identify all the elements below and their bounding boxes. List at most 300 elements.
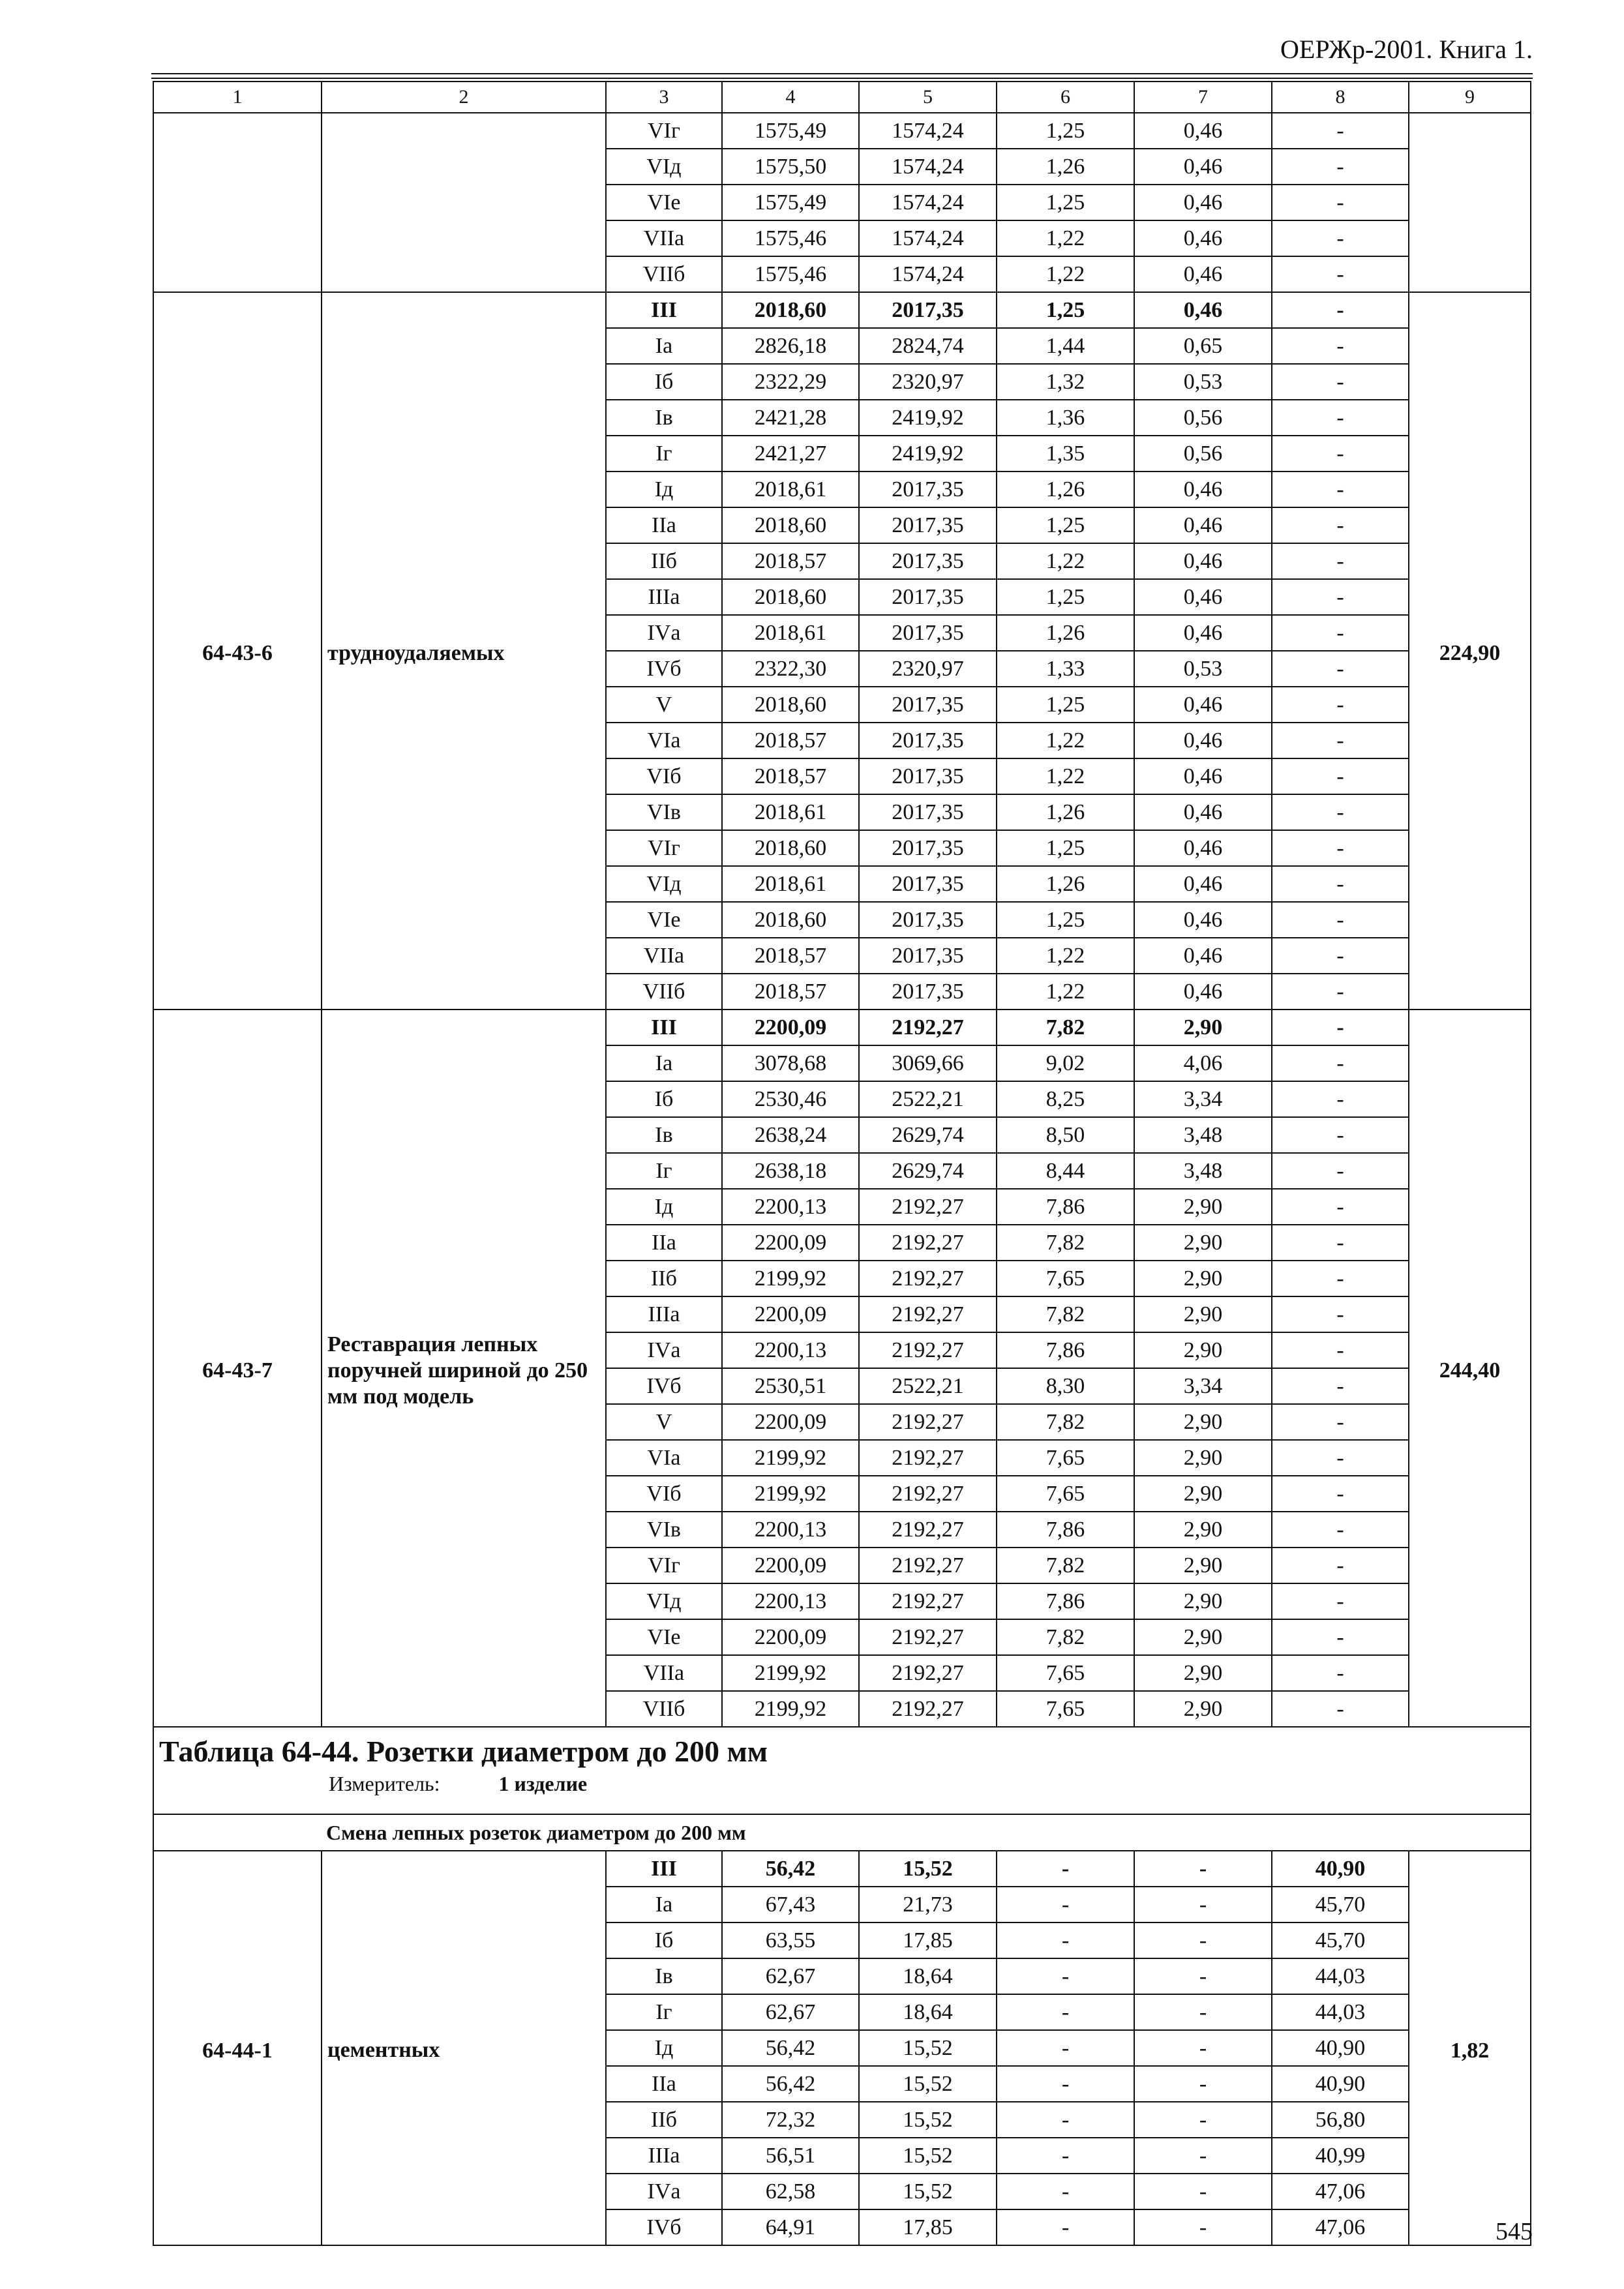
value-cell: - — [997, 1994, 1134, 2030]
code-cell: 64-44-1 — [153, 1851, 322, 2245]
rate-group-continued — [153, 113, 1531, 292]
value-cell: - — [997, 1958, 1134, 1994]
value-cell: 2200,09 — [722, 1619, 859, 1655]
value-cell: 2199,92 — [722, 1691, 859, 1727]
value-cell: 1575,50 — [722, 149, 859, 185]
value-cell: 2018,57 — [722, 938, 859, 974]
value-cell: 2017,35 — [859, 579, 997, 615]
value-cell: VIд — [606, 149, 722, 185]
value-cell: 40,99 — [1272, 2138, 1409, 2174]
value-cell: Iб — [606, 1081, 722, 1117]
value-cell: 56,80 — [1272, 2102, 1409, 2138]
value-cell: 2,90 — [1134, 1691, 1272, 1727]
value-cell: - — [1134, 1994, 1272, 2030]
value-cell: - — [1272, 1189, 1409, 1225]
value-cell: 1,25 — [997, 579, 1134, 615]
value-cell: 3078,68 — [722, 1045, 859, 1081]
value-cell: 7,65 — [997, 1476, 1134, 1512]
value-cell: 0,53 — [1134, 651, 1272, 687]
value-cell: 2018,57 — [722, 543, 859, 579]
value-cell: - — [1272, 364, 1409, 400]
header-rule — [151, 73, 1533, 74]
value-cell: - — [1134, 1851, 1272, 1887]
value-cell: 2018,57 — [722, 758, 859, 794]
value-cell: 2200,13 — [722, 1583, 859, 1619]
value-cell: VIг — [606, 113, 722, 149]
value-cell: 8,50 — [997, 1117, 1134, 1153]
value-cell: 1575,49 — [722, 185, 859, 220]
value-cell: 1,22 — [997, 723, 1134, 758]
value-cell: 2,90 — [1134, 1655, 1272, 1691]
value-cell: Iг — [606, 436, 722, 471]
total-cell: 244,40 — [1409, 1010, 1531, 1727]
value-cell: 18,64 — [859, 1994, 997, 2030]
value-cell: 2017,35 — [859, 758, 997, 794]
value-cell: 2017,35 — [859, 507, 997, 543]
value-cell: IIа — [606, 507, 722, 543]
value-cell: - — [997, 2138, 1134, 2174]
value-cell: 0,65 — [1134, 328, 1272, 364]
column-number: 4 — [722, 82, 859, 113]
value-cell: Iв — [606, 1117, 722, 1153]
value-cell: 2200,09 — [722, 1296, 859, 1332]
value-cell: 0,46 — [1134, 723, 1272, 758]
value-cell: - — [1272, 400, 1409, 436]
value-cell: 7,82 — [997, 1225, 1134, 1261]
value-cell: 15,52 — [859, 2066, 997, 2102]
value-cell: 2,90 — [1134, 1225, 1272, 1261]
value-cell: VIе — [606, 1619, 722, 1655]
value-cell: 2,90 — [1134, 1476, 1272, 1512]
value-cell: - — [1272, 1583, 1409, 1619]
value-cell: 1575,46 — [722, 256, 859, 292]
value-cell: - — [1272, 615, 1409, 651]
value-cell: 2017,35 — [859, 794, 997, 830]
value-cell: - — [1272, 1117, 1409, 1153]
value-cell: 0,46 — [1134, 794, 1272, 830]
value-cell: - — [1272, 256, 1409, 292]
value-cell: VIIа — [606, 938, 722, 974]
value-cell: 7,86 — [997, 1512, 1134, 1548]
value-cell: 7,65 — [997, 1655, 1134, 1691]
value-cell: VIIб — [606, 256, 722, 292]
value-cell: - — [1272, 185, 1409, 220]
value-cell: 2199,92 — [722, 1655, 859, 1691]
value-cell: IIIа — [606, 2138, 722, 2174]
document-header-title: ОЕРЖр-2001. Книга 1. — [1280, 35, 1533, 64]
value-cell: 2018,61 — [722, 615, 859, 651]
value-cell: 17,85 — [859, 1922, 997, 1958]
value-cell: 15,52 — [859, 2174, 997, 2209]
value-cell: - — [1272, 220, 1409, 256]
value-cell: - — [1272, 1476, 1409, 1512]
value-cell: 7,65 — [997, 1261, 1134, 1296]
value-cell: 2199,92 — [722, 1476, 859, 1512]
total-cell — [1409, 113, 1531, 292]
value-cell: - — [1272, 1081, 1409, 1117]
table-row — [153, 1010, 1531, 1045]
value-cell: 18,64 — [859, 1958, 997, 1994]
value-cell: IVа — [606, 1332, 722, 1368]
value-cell: 2018,61 — [722, 866, 859, 902]
value-cell: 2629,74 — [859, 1117, 997, 1153]
value-cell: VIг — [606, 830, 722, 866]
value-cell: 1575,49 — [722, 113, 859, 149]
value-cell: 2018,60 — [722, 830, 859, 866]
value-cell: 0,46 — [1134, 938, 1272, 974]
value-cell: VIд — [606, 1583, 722, 1619]
value-cell: 40,90 — [1272, 2066, 1409, 2102]
value-cell: 1,25 — [997, 830, 1134, 866]
value-cell: 1,44 — [997, 328, 1134, 364]
value-cell: IVб — [606, 2209, 722, 2245]
value-cell: - — [1272, 436, 1409, 471]
value-cell: 2192,27 — [859, 1261, 997, 1296]
value-cell: IVб — [606, 1368, 722, 1404]
value-cell: VIв — [606, 1512, 722, 1548]
value-cell: 15,52 — [859, 2138, 997, 2174]
value-cell: 2,90 — [1134, 1189, 1272, 1225]
section-heading-row — [153, 1727, 1531, 1814]
value-cell: 1,32 — [997, 364, 1134, 400]
column-number: 2 — [322, 82, 606, 113]
value-cell: 8,44 — [997, 1153, 1134, 1189]
value-cell: - — [1272, 1368, 1409, 1404]
value-cell: VIIб — [606, 974, 722, 1010]
value-cell: 2638,24 — [722, 1117, 859, 1153]
value-cell: 2421,28 — [722, 400, 859, 436]
value-cell: 1,22 — [997, 758, 1134, 794]
value-cell: VIе — [606, 185, 722, 220]
value-cell: 2200,09 — [722, 1548, 859, 1583]
value-cell: 3,48 — [1134, 1153, 1272, 1189]
value-cell: - — [997, 2209, 1134, 2245]
section-title: Таблица 64-44. Розетки диаметром до 200 мм — [159, 1735, 768, 1768]
value-cell: 67,43 — [722, 1887, 859, 1922]
value-cell: 1,25 — [997, 902, 1134, 938]
value-cell: 2200,09 — [722, 1225, 859, 1261]
value-cell: 45,70 — [1272, 1922, 1409, 1958]
value-cell: Iд — [606, 471, 722, 507]
value-cell: 2017,35 — [859, 830, 997, 866]
value-cell: III — [606, 292, 722, 328]
value-cell: IIа — [606, 2066, 722, 2102]
value-cell: 62,67 — [722, 1958, 859, 1994]
value-cell: 2826,18 — [722, 328, 859, 364]
value-cell: Iг — [606, 1153, 722, 1189]
value-cell: 0,46 — [1134, 256, 1272, 292]
value-cell: 15,52 — [859, 1851, 997, 1887]
value-cell: 47,06 — [1272, 2209, 1409, 2245]
value-cell: 2200,13 — [722, 1189, 859, 1225]
value-cell: - — [1272, 1296, 1409, 1332]
value-cell: 3,48 — [1134, 1117, 1272, 1153]
value-cell: 2629,74 — [859, 1153, 997, 1189]
value-cell: - — [997, 1887, 1134, 1922]
value-cell: - — [997, 2030, 1134, 2066]
value-cell: 2192,27 — [859, 1548, 997, 1583]
value-cell: - — [1272, 1655, 1409, 1691]
value-cell: 2017,35 — [859, 292, 997, 328]
value-cell: 2018,57 — [722, 723, 859, 758]
value-cell: 56,42 — [722, 2066, 859, 2102]
value-cell: 1,26 — [997, 866, 1134, 902]
value-cell: 1,26 — [997, 149, 1134, 185]
value-cell: 0,53 — [1134, 364, 1272, 400]
rate-group-64-43-6 — [153, 292, 1531, 1010]
name-cell — [322, 113, 606, 292]
value-cell: 2018,57 — [722, 974, 859, 1010]
value-cell: 1574,24 — [859, 220, 997, 256]
value-cell: 2018,60 — [722, 687, 859, 723]
value-cell: - — [1134, 1958, 1272, 1994]
value-cell: 2017,35 — [859, 687, 997, 723]
value-cell: - — [1134, 2174, 1272, 2209]
value-cell: 1,33 — [997, 651, 1134, 687]
value-cell: - — [1272, 758, 1409, 794]
value-cell: III — [606, 1010, 722, 1045]
value-cell: 2,90 — [1134, 1296, 1272, 1332]
value-cell: VIIб — [606, 1691, 722, 1727]
column-number: 6 — [997, 82, 1134, 113]
value-cell: 1574,24 — [859, 256, 997, 292]
value-cell: 7,82 — [997, 1619, 1134, 1655]
value-cell: 1,26 — [997, 615, 1134, 651]
value-cell: IIб — [606, 543, 722, 579]
value-cell: 0,46 — [1134, 220, 1272, 256]
value-cell: Iа — [606, 1045, 722, 1081]
table-row — [153, 113, 1531, 149]
value-cell: 72,32 — [722, 2102, 859, 2138]
column-number: 5 — [859, 82, 997, 113]
value-cell: 1574,24 — [859, 185, 997, 220]
value-cell: Iд — [606, 1189, 722, 1225]
value-cell: 2192,27 — [859, 1440, 997, 1476]
value-cell: - — [1272, 938, 1409, 974]
table-row — [153, 1851, 1531, 1887]
value-cell: - — [1134, 2066, 1272, 2102]
name-cell: Реставрация лепных поручней шириной до 250 мм под модель — [322, 1010, 606, 1727]
value-cell: - — [997, 2102, 1134, 2138]
value-cell: - — [997, 2066, 1134, 2102]
value-cell: 9,02 — [997, 1045, 1134, 1081]
value-cell: 2018,60 — [722, 902, 859, 938]
value-cell: - — [1272, 1225, 1409, 1261]
value-cell: - — [1272, 328, 1409, 364]
value-cell: - — [1272, 687, 1409, 723]
value-cell: 1,36 — [997, 400, 1134, 436]
value-cell: 2192,27 — [859, 1225, 997, 1261]
value-cell: - — [1272, 1332, 1409, 1368]
value-cell: 2824,74 — [859, 328, 997, 364]
column-number-row — [153, 82, 1531, 113]
value-cell: - — [1272, 723, 1409, 758]
value-cell: 44,03 — [1272, 1994, 1409, 2030]
header-rule — [151, 78, 1533, 79]
value-cell: 21,73 — [859, 1887, 997, 1922]
value-cell: V — [606, 687, 722, 723]
value-cell: 2017,35 — [859, 471, 997, 507]
value-cell: - — [1272, 902, 1409, 938]
value-cell: 0,46 — [1134, 113, 1272, 149]
value-cell: 3,34 — [1134, 1368, 1272, 1404]
value-cell: 7,86 — [997, 1332, 1134, 1368]
value-cell: 1,22 — [997, 543, 1134, 579]
value-cell: 0,46 — [1134, 974, 1272, 1010]
value-cell: 1,26 — [997, 794, 1134, 830]
value-cell: 2192,27 — [859, 1619, 997, 1655]
value-cell: 1,25 — [997, 185, 1134, 220]
value-cell: - — [997, 1922, 1134, 1958]
value-cell: - — [997, 2174, 1134, 2209]
value-cell: 1575,46 — [722, 220, 859, 256]
value-cell: IIIа — [606, 579, 722, 615]
value-cell: 2320,97 — [859, 651, 997, 687]
value-cell: 2192,27 — [859, 1583, 997, 1619]
value-cell: 47,06 — [1272, 2174, 1409, 2209]
column-number: 1 — [153, 82, 322, 113]
value-cell: V — [606, 1404, 722, 1440]
value-cell: - — [1272, 1010, 1409, 1045]
value-cell: Iв — [606, 1958, 722, 1994]
value-cell: - — [1272, 1619, 1409, 1655]
value-cell: 0,56 — [1134, 436, 1272, 471]
value-cell: 1,22 — [997, 256, 1134, 292]
value-cell: Iв — [606, 400, 722, 436]
value-cell: 2192,27 — [859, 1655, 997, 1691]
value-cell: VIа — [606, 1440, 722, 1476]
value-cell: IVа — [606, 2174, 722, 2209]
value-cell: 2200,13 — [722, 1332, 859, 1368]
value-cell: 1,26 — [997, 471, 1134, 507]
value-cell: 2192,27 — [859, 1332, 997, 1368]
value-cell: 7,86 — [997, 1583, 1134, 1619]
value-cell: 2192,27 — [859, 1296, 997, 1332]
value-cell: 56,42 — [722, 2030, 859, 2066]
value-cell: Iг — [606, 1994, 722, 2030]
value-cell: 44,03 — [1272, 1958, 1409, 1994]
value-cell: 2530,46 — [722, 1081, 859, 1117]
value-cell: 2017,35 — [859, 902, 997, 938]
value-cell: 2530,51 — [722, 1368, 859, 1404]
value-cell: 64,91 — [722, 2209, 859, 2245]
value-cell: Iб — [606, 1922, 722, 1958]
value-cell: - — [1272, 866, 1409, 902]
value-cell: 45,70 — [1272, 1887, 1409, 1922]
column-number: 8 — [1272, 82, 1409, 113]
rate-group-64-43-7 — [153, 1010, 1531, 1727]
value-cell: 2,90 — [1134, 1548, 1272, 1583]
unit-value: 1 изделие — [498, 1772, 588, 1795]
value-cell: 2,90 — [1134, 1583, 1272, 1619]
value-cell: 0,46 — [1134, 579, 1272, 615]
value-cell: 2192,27 — [859, 1476, 997, 1512]
value-cell: 40,90 — [1272, 1851, 1409, 1887]
value-cell: VIб — [606, 758, 722, 794]
value-cell: - — [1134, 1922, 1272, 1958]
table-row — [153, 292, 1531, 328]
value-cell: 2200,13 — [722, 1512, 859, 1548]
value-cell: - — [1134, 2102, 1272, 2138]
value-cell: 0,46 — [1134, 866, 1272, 902]
section-heading — [153, 1727, 1531, 1814]
value-cell: 2192,27 — [859, 1691, 997, 1727]
value-cell: 2192,27 — [859, 1404, 997, 1440]
section-unit — [159, 1767, 1525, 1794]
value-cell: - — [1134, 2138, 1272, 2174]
value-cell: 2017,35 — [859, 615, 997, 651]
value-cell: 1,22 — [997, 938, 1134, 974]
value-cell: 0,46 — [1134, 758, 1272, 794]
code-cell — [153, 113, 322, 292]
value-cell: Iб — [606, 364, 722, 400]
value-cell: 2199,92 — [722, 1440, 859, 1476]
value-cell: 15,52 — [859, 2030, 997, 2066]
value-cell: 1574,24 — [859, 113, 997, 149]
value-cell: 2,90 — [1134, 1261, 1272, 1296]
value-cell: - — [1134, 1887, 1272, 1922]
value-cell: - — [1272, 1440, 1409, 1476]
value-cell: 2638,18 — [722, 1153, 859, 1189]
value-cell: 0,46 — [1134, 902, 1272, 938]
value-cell: 2,90 — [1134, 1440, 1272, 1476]
value-cell: 2419,92 — [859, 436, 997, 471]
value-cell: - — [1272, 651, 1409, 687]
value-cell: 7,65 — [997, 1691, 1134, 1727]
column-number: 9 — [1409, 82, 1531, 113]
value-cell: 2192,27 — [859, 1512, 997, 1548]
value-cell: 1,35 — [997, 436, 1134, 471]
value-cell: 3069,66 — [859, 1045, 997, 1081]
value-cell: 2,90 — [1134, 1010, 1272, 1045]
value-cell: 2017,35 — [859, 543, 997, 579]
value-cell: 2018,60 — [722, 507, 859, 543]
value-cell: - — [1272, 292, 1409, 328]
column-number: 3 — [606, 82, 722, 113]
value-cell: 0,46 — [1134, 149, 1272, 185]
value-cell: 2522,21 — [859, 1368, 997, 1404]
value-cell: 2,90 — [1134, 1512, 1272, 1548]
column-number: 7 — [1134, 82, 1272, 113]
rates-table — [153, 81, 1531, 2246]
value-cell: 7,82 — [997, 1296, 1134, 1332]
value-cell: IVб — [606, 651, 722, 687]
value-cell: 56,42 — [722, 1851, 859, 1887]
value-cell: 7,82 — [997, 1404, 1134, 1440]
value-cell: 2017,35 — [859, 974, 997, 1010]
value-cell: 1,22 — [997, 974, 1134, 1010]
value-cell: - — [1272, 1512, 1409, 1548]
value-cell: 2322,30 — [722, 651, 859, 687]
value-cell: III — [606, 1851, 722, 1887]
value-cell: 4,06 — [1134, 1045, 1272, 1081]
value-cell: 0,46 — [1134, 543, 1272, 579]
code-cell: 64-43-6 — [153, 292, 322, 1010]
value-cell: - — [997, 1851, 1134, 1887]
value-cell: - — [1134, 2030, 1272, 2066]
name-cell: трудноудаляемых — [322, 292, 606, 1010]
value-cell: 56,51 — [722, 2138, 859, 2174]
value-cell: 0,46 — [1134, 687, 1272, 723]
value-cell: 2,90 — [1134, 1332, 1272, 1368]
code-cell: 64-43-7 — [153, 1010, 322, 1727]
value-cell: 2018,61 — [722, 794, 859, 830]
value-cell: 1,25 — [997, 687, 1134, 723]
value-cell: 3,34 — [1134, 1081, 1272, 1117]
value-cell: 0,46 — [1134, 830, 1272, 866]
value-cell: - — [1272, 149, 1409, 185]
value-cell: 2017,35 — [859, 723, 997, 758]
